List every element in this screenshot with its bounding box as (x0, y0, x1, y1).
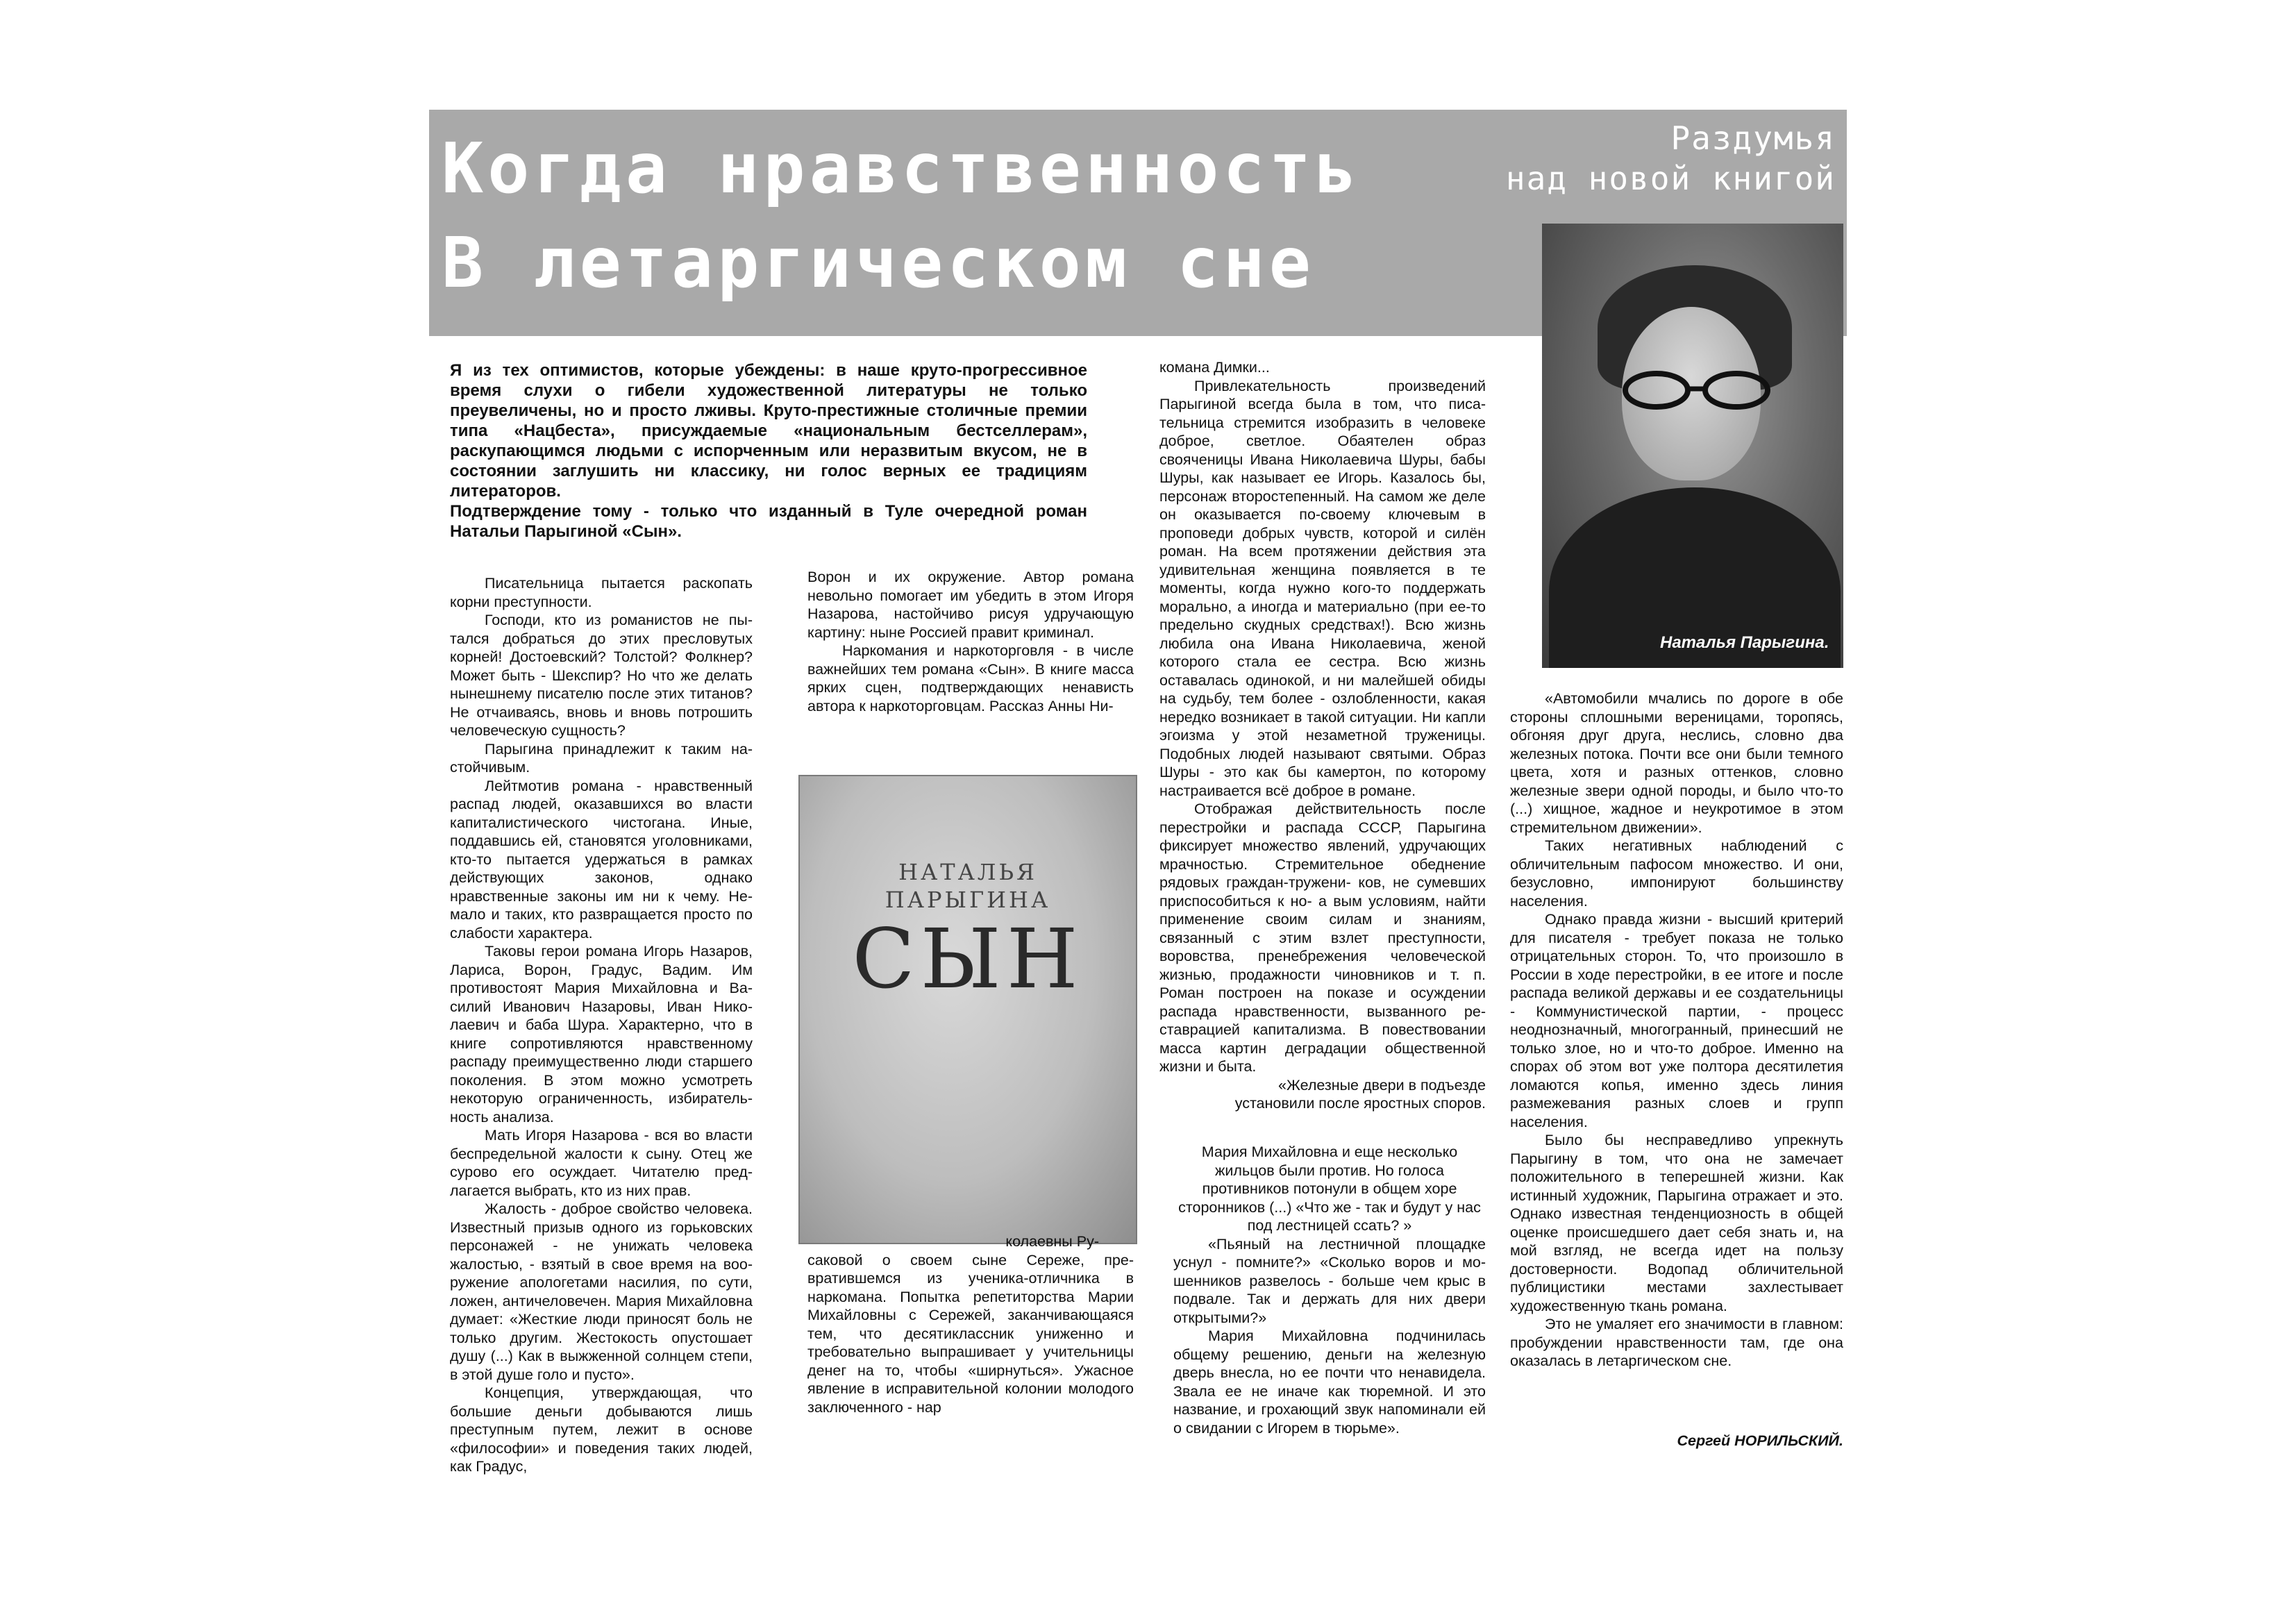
paragraph: Писательница пытается раскопать корни преступности. (450, 575, 753, 610)
paragraph: Парыгина принадлежит к таким настойчивым. (450, 740, 753, 776)
paragraph: Мать Игоря Назарова - вся во власти беспредельной жалости к сыну. Отец же сурово его осуждает. Читателю предлагается выбрать, кто из них прав. (450, 1127, 753, 1199)
paragraph: Было бы несправедливо упрекнуть Парыгину в том, что она не замечает положительного в теперешней жизни. Как истинный художник, Парыгина отражает и это. Однако известная тенденциозность в общей оценке происшедшего дает себя знать и, на мой взгляд, не всегда идет на пользу достоверности. Водопад обличительной публицистики местами захлестывает художественную ткань романа. (1510, 1132, 1843, 1314)
author-signature: Сергей НОРИЛЬСКИЙ. (1677, 1432, 1843, 1449)
paragraph: Привлекательность произведений Парыгиной всегда была в том, что писательница стремится изобразить в человеке доброе, светлое. Обаятелен образ свояченицы Ивана Николаевича Шуры, бабы Шуры, как называет ее Игорь. Казалось бы, персонаж второстепенный. На самом же деле он оказывается по-своему ключевым в проповеди добрых чувств, которой и силён роман. На всем протяжении действия эта удивительная женщина появляется в те моменты, когда нужно кого-то поддержать морально, а иногда и материально (при ее-то предельно скудных средствах!). Всю жизнь любила она Ивана Николаевича, женой которого стала ее сестра. Всю жизнь оставалась одинокой, и ни малейшей обиды на судьбу, тем более - озлобленности, какая нередко возникает в такой ситуации. Ни капли эгоизма у этой незаметной труженицы. Подобных людей называют святыми. Образ Шуры - это как бы камертон, по которому настраивается всё доброе в романе. (1159, 377, 1486, 799)
book-cover-image (798, 775, 1137, 1244)
rubric-line-1: Раздумья (1670, 119, 1836, 157)
lead-paragraph: Я из тех оптимистов, которые убеждены: в наше круто-прогрессивное время слухи о гибели художественной литературы не только преувеличены, но и просто лживы. Круто-престижные столичные премии типа «Нацбеста», присуждаемые «национальным бестселлерам», раскупающимся людьми с испорченным или неразвитым вкусом, не в состоянии заглушить ни классику, ни голос верных ее традициям литераторов. (450, 361, 1087, 501)
paragraph-continuation: колаевны Ру- (1005, 1233, 1099, 1250)
article-lead (450, 360, 1087, 542)
paragraph: Ворон и их окружение. Автор романа невольно помогает им убедить в этом Игоря Назарова, настойчиво рисуя удручающую картину: ныне Россией правит криминал. (807, 569, 1134, 641)
photo-caption: Наталья Парыгина. (1660, 633, 1829, 652)
paragraph: Отображая действительность после перестройки и распада СССР, Парыгина фиксирует множество явлений, удручающих мрачностью. Стремительное обеднение рядовых граждан-тружени- ков, не сумевших приспособиться к но- а вым условиям, найти применение своим силам и знаниям, связанный с этим взлет преступности, воровства, пренебрежения человеческой жизнью, продажности чиновников и т. п. Роман построен на показе и осуждении распада нравственности, вызванного реставрацией капитализма. В повествовании масса картин деградации общественной жизни и быта. (1159, 801, 1486, 1075)
book-cover-author (800, 858, 1136, 914)
quote-paragraph: «Пьяный на лестничной площадке уснул - помните?» «Сколько воров и мошенников развелось - больше чем крыс в подвале. Так и держать для них двери открытыми?» (1173, 1235, 1486, 1326)
paragraph: Таких негативных наблюдений с обличительным пафосом множество. И они, безусловно, импонируют большинству населения. (1510, 837, 1843, 910)
author-photo (1542, 224, 1843, 668)
quote-paragraph: Мария Михайловна и еще несколько жильцов были против. Но голоса противников потонули в общем хоре сторонников (...) «Что же - так и будут у нас под лестницей ссать? » (1178, 1144, 1481, 1234)
paragraph: Это не умаляет его значимости в главном: пробуждении нравственности там, где она оказалась в летаргическом сне. (1510, 1316, 1843, 1369)
text-column-2-bottom (807, 1232, 1134, 1416)
book-cover-author-first: НАТАЛЬЯ (898, 859, 1037, 885)
quote-line: установили после яростных споров. (1234, 1095, 1486, 1112)
text-column-4 (1510, 689, 1843, 1371)
text-column-3-bottom (1173, 1143, 1486, 1437)
article-headline (442, 122, 1361, 310)
paragraph: Наркомания и наркоторговля - в числе важнейших тем романа «Сын». В книге масса ярких сцен, подтверждающих ненависть автора к наркоторговцам. Рассказ Анны Ни- (807, 642, 1134, 714)
paragraph: Жалость - доброе свойство человека. Известный призыв одного из горьковских персонажей - не унижать человека жалостью, - взятый в свое время на вооружение апологетами насилия, по сути, ложен, античеловечен. Мария Михайловна думает: «Жесткие люди приносят боль не только другим. Жестокость опустошает душу (...) Как в выжженной солнцем степи, в этой душе голо и пусто». (450, 1200, 753, 1383)
quote-line: «Железные двери в подъезде (1278, 1076, 1486, 1094)
paragraph: «Автомобили мчались по дороге в обе стороны сплошными вереницами, торопясь, обгоняя друг друга, неслись, словно два железных потока. Почти все они были темного цвета, хотя и разных оттенков, словно железные звери одной породы, и было что-то (...) хищное, жадное и неукротимое в этом стремительном движении». (1510, 690, 1843, 836)
paragraph: Господи, кто из романистов не пытался добраться до этих пресловутых корней! Достоевский? Толстой? Фолкнер? Может быть - Шекспир? Но что же делать нынешнему писателю после этих титанов? Не отчаиваясь, вновь и вновь потрошить человеческую сущность? (450, 612, 753, 739)
text-column-2-top (807, 568, 1134, 715)
book-cover-author-last: ПАРЫГИНА (885, 887, 1051, 913)
quote-paragraph: Мария Михайловна подчинилась общему решению, деньги на железную дверь внесла, но ее почти что ненавидела. Звала ее не иначе как тюремной. И это название, и грохающий звук напоминали ей о свидании с Игорем в тюрьме». (1173, 1328, 1486, 1437)
lead-paragraph: Подтверждение тому - только что изданный в Туле очередной роман Натальи Парыгиной «Сын». (450, 502, 1087, 541)
photo-glasses-icon (1618, 369, 1778, 411)
paragraph: Однако правда жизни - высший критерий для писателя - требует показа не только отрицательных сторон. То, что произошло в России в ходе перестройки, в ее итоге и после распада великой державы и ее создательницы - Коммунистической партии, - процесс неоднозначный, многогранный, принесший не только злое, но и что-то доброе. Именно на спорах об этом вот уже полтора десятилетия ломаются копья, именно здесь линия размежевания разных слоев и групп населения. (1510, 911, 1843, 1130)
rubric-label (1506, 118, 1836, 199)
headline-line-2: В летаргическом сне (442, 222, 1315, 303)
paragraph: Концепция, утверждающая, что большие деньги добываются лишь преступным путем, лежит в основе «философии» и поведения таких людей, как Градус, (450, 1384, 753, 1475)
text-column-1 (450, 574, 753, 1476)
text-column-3-top (1159, 358, 1486, 1113)
book-cover-title: СЫН (852, 911, 1084, 1007)
paragraph: саковой о своем сыне Сереже, превратившемся из ученика-отличника в наркомана. Попытка репетиторства Марии Михайловны с Сережей, заканчивающаяся тем, что десятиклассник униженно и требовательно выпрашивает у учительницы денег на то, чтобы «ширнуться». Ужасное явление в исправительной колонии молодого заключенного - нар (807, 1251, 1134, 1416)
paragraph: Таковы герои романа Игорь Назаров, Лариса, Ворон, Градус, Вадим. Им противостоят Мария Михайловна и Василий Иванович Назаровы, Иван Николаевич и баба Шура. Характерно, что в книге сопротивляются нравственному распаду преимущественно люди старшего поколения. В этом можно усмотреть некоторую ограниченность, избирательность анализа. (450, 943, 753, 1125)
paragraph: комана Димки... (1159, 359, 1270, 376)
paragraph: Лейтмотив романа - нравственный распад людей, оказавшихся во власти капиталистического чистогана. Иные, поддавшись ей, становятся уголовниками, кто-то пытается удержаться в рамках действующих законов, однако нравственные законы им ни к чему. Немало и таких, кто развращается просто по слабости характера. (450, 777, 753, 941)
headline-line-1: Когда нравственность (442, 128, 1361, 209)
rubric-line-2: над новой книгой (1505, 160, 1836, 197)
